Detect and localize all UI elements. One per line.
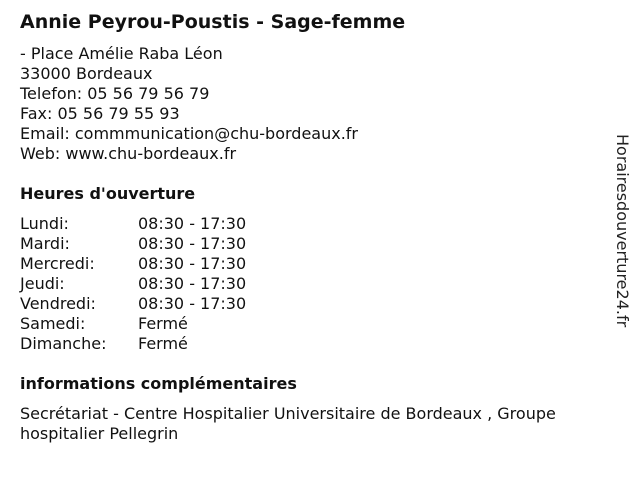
hours-row-monday [20,214,246,234]
time-range: Fermé [138,314,188,333]
hours-row-wednesday [20,254,246,274]
time-range: 08:30 - 17:30 [138,214,247,233]
city: 33000 Bordeaux [20,64,153,83]
phone-number: Telefon: 05 56 79 56 79 [20,84,210,103]
website: Web: www.chu-bordeaux.fr [20,144,237,163]
day-label: Mercredi: [20,254,95,273]
day-label: Dimanche: [20,334,107,353]
opening-hours-table [20,214,246,354]
time-range: Fermé [138,334,188,353]
time-range: 08:30 - 17:30 [138,274,247,293]
time-range: 08:30 - 17:30 [138,234,247,253]
opening-hours-heading: Heures d'ouverture [20,184,196,203]
hours-row-friday [20,294,246,314]
page-title: Annie Peyrou-Poustis - Sage-femme [20,11,406,33]
address-block [20,44,358,164]
additional-info-heading: informations complémentaires [20,374,297,393]
time-range: 08:30 - 17:30 [138,254,247,273]
day-label: Jeudi: [20,274,65,293]
email-address: Email: commmunication@chu-bordeaux.fr [20,124,358,143]
hours-row-saturday [20,314,246,334]
day-label: Samedi: [20,314,86,333]
day-label: Lundi: [20,214,69,233]
hours-row-tuesday [20,234,246,254]
hours-row-sunday [20,334,246,354]
hours-row-thursday [20,274,246,294]
fax-number: Fax: 05 56 79 55 93 [20,104,180,123]
day-label: Mardi: [20,234,70,253]
street-address: - Place Amélie Raba Léon [20,44,223,63]
day-label: Vendredi: [20,294,96,313]
time-range: 08:30 - 17:30 [138,294,247,313]
additional-info-text: Secrétariat - Centre Hospitalier Universitaire de Bordeaux , Groupe hospitalier Pellegrin [20,404,556,443]
site-watermark: Horairesdouverture24.fr [613,134,632,328]
